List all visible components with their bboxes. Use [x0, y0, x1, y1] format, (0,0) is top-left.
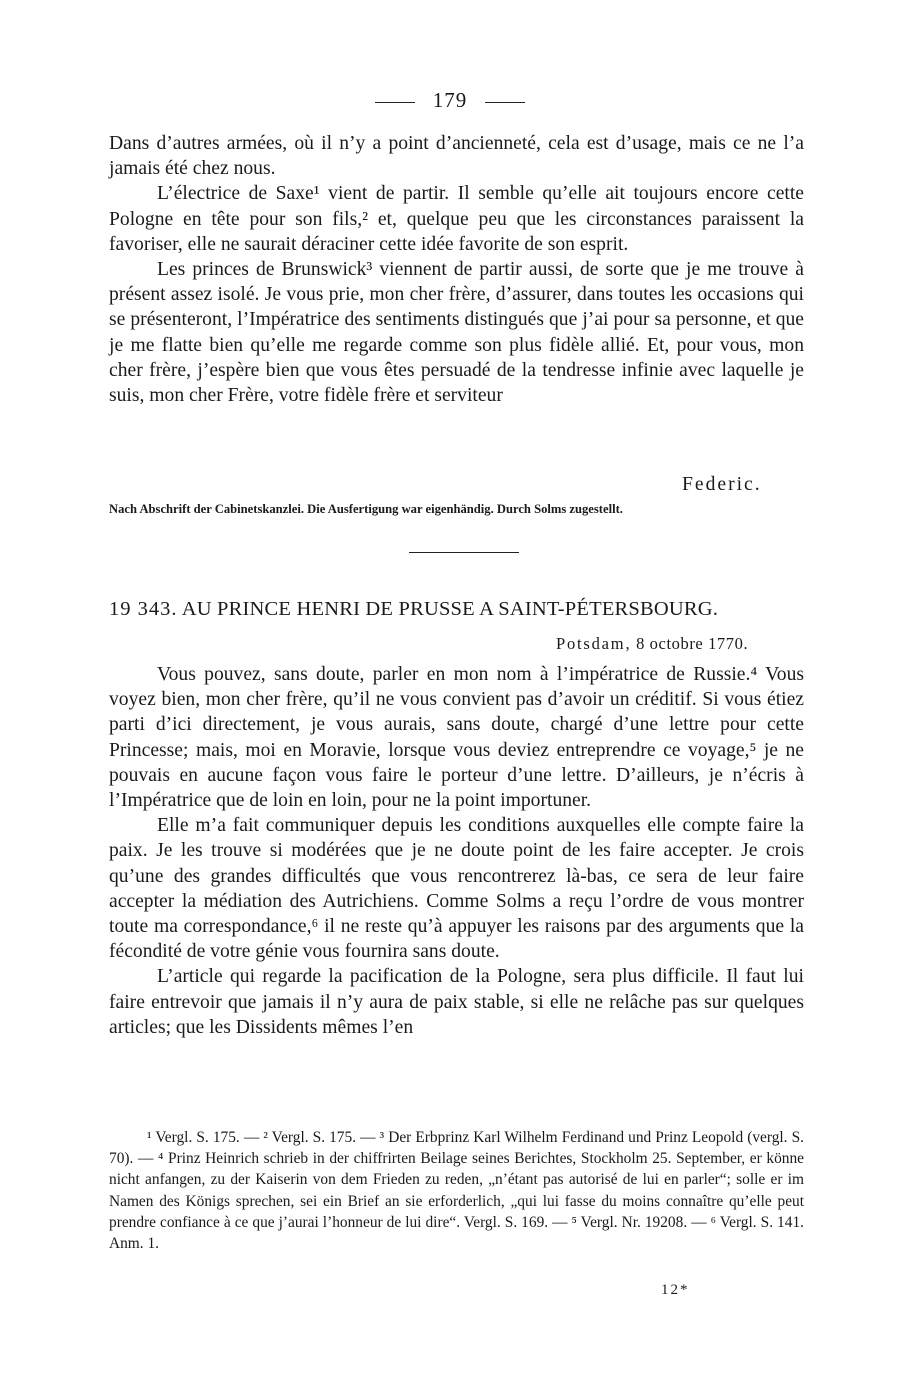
letter-number: 19 343.	[109, 598, 178, 620]
letter-2-paragraph: Elle m’a fait communiquer depuis les conditions auxquelles elle compte faire la paix. Je les trouve si modérées que je ne doute point de les faire accepter. Je crois qu’une des grandes difficultés que vous rencontrerez là-bas, ce sera de leur faire accepter la médiation des Autrichiens. Comme Solms a reçu l’ordre de vous montrer toute ma correspondance,⁶ il ne reste qu’à appuyer les raisons par des arguments que la fécondité de votre génie vous fournira sans doute.	[109, 815, 804, 963]
letter-2-body	[109, 662, 804, 1040]
letter-title: AU PRINCE HENRI DE PRUSSE A SAINT-PÉTERSBOURG.	[181, 598, 719, 620]
section-separator	[409, 552, 519, 553]
dateline	[556, 634, 748, 654]
header-rule-right	[485, 102, 525, 103]
header-rule-left	[375, 102, 415, 103]
letter-2-paragraph: L’article qui regarde la pacification de la Pologne, sera plus difficile. Il faut lui faire entrevoir que jamais il n’y aura de paix stable, si elle ne relâche pas sur quelques articles; que les Dissidents mêmes l’en	[109, 966, 804, 1038]
sheet-signature: 12*	[661, 1282, 690, 1298]
dateline-date: 8 octobre 1770.	[636, 634, 749, 653]
letter-1-paragraph: Dans d’autres armées, où il n’y a point d’ancienneté, cela est d’usage, mais ce ne l’a jamais été chez nous.	[109, 133, 804, 180]
source-note: Nach Abschrift der Cabinetskanzlei. Die Ausfertigung war eigenhändig. Durch Solms zugestellt.	[109, 502, 623, 516]
footnotes	[109, 1127, 804, 1254]
signature: Federic.	[682, 474, 762, 495]
letter-2-paragraph: Vous pouvez, sans doute, parler en mon nom à l’impératrice de Russie.⁴ Vous voyez bien, mon cher frère, qu’il ne vous convient pas d’avoir un créditif. Si vous étiez parti d’ici directement, je vous aurais, sans doute, chargé d’une lettre pour cette Princesse; mais, moi en Moravie, lorsque vous deviez entreprendre ce voyage,⁵ je ne pouvais en aucune façon vous faire le porteur d’une lettre. D’ailleurs, je n’écris à l’Impératrice que de loin en loin, pour ne la point importuner.	[109, 664, 804, 812]
dateline-place: Potsdam,	[556, 634, 632, 653]
page-number: 179	[432, 88, 468, 112]
letter-heading	[109, 598, 809, 621]
letter-1-paragraph: L’électrice de Saxe¹ vient de partir. Il semble qu’elle ait toujours encore cette Pologne en tête pour son fils,² et, quelque peu que les circonstances paraissent la favoriser, elle ne saurait déraciner cette idée favorite de son esprit.	[109, 183, 804, 255]
letter-1-paragraph: Les princes de Brunswick³ viennent de partir aussi, de sorte que je me trouve à présent assez isolé. Je vous prie, mon cher frère, d’assurer, dans toutes les occasions qui se présenteront, l’Impératrice des sentiments distingués que j’ai pour sa personne, et que je me flatte bien qu’elle me regarde comme son plus fidèle allié. Et, pour vous, mon cher frère, j’espère bien que vous êtes persuadé de la tendresse infinie avec laquelle je suis, mon cher Frère, votre fidèle frère et serviteur	[109, 259, 804, 407]
page-header	[0, 88, 900, 113]
footnotes-text: ¹ Vergl. S. 175. — ² Vergl. S. 175. — ³ Der Erbprinz Karl Wilhelm Ferdinand und Prinz Leopold (vergl. S. 70). — ⁴ Prinz Heinrich schrieb in der chiffrirten Beilage seines Berichtes, Stockholm 25. September, er könne nicht anfangen, zu der Kaiserin von dem Frieden zu reden, „n’étant pas autorisé de lui en parler“; solle er im Namen des Königs sprechen, sei ein Brief an sie erforderlich, „qui lui fasse du moins connaître qu’elle peut prendre confiance à ce que j’aurai l’honneur de lui dire“. Vergl. S. 169. — ⁵ Vergl. Nr. 19208. — ⁶ Vergl. S. 141. Anm. 1.	[109, 1129, 804, 1253]
letter-1-body	[109, 131, 804, 408]
